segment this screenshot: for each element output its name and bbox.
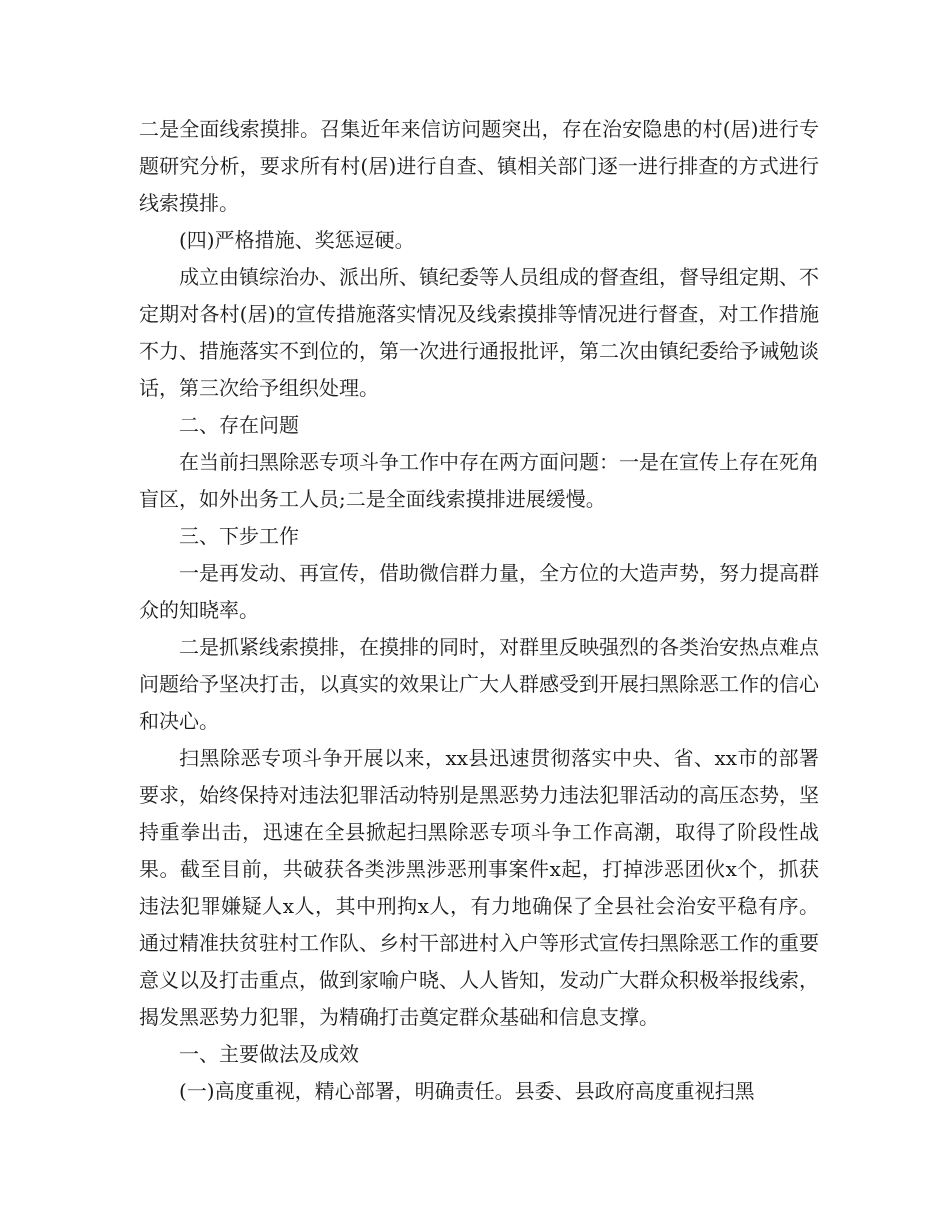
paragraph: 扫黑除恶专项斗争开展以来，xx县迅速贯彻落实中央、省、xx市的部署要求，始终保持对违法犯罪活动特别是黑恶势力违法犯罪活动的高压态势，坚持重拳出击，迅速在全县掀起扫黑除恶专项斗争工作高潮，取得了阶段性战果。截至目前，共破获各类涉黑涉恶刑事案件x起，打掉涉恶团伙x个，抓获违法犯罪嫌疑人x人，其中刑拘x人，有力地确保了全县社会治安平稳有序。通过精准扶贫驻村工作队、乡村干部进村入户等形式宣传扫黑除恶工作的重要意义以及打击重点，做到家喻户晓、人人皆知，发动广大群众积极举报线索，揭发黑恶势力犯罪，为精确打击奠定群众基础和信息支撑。: [139, 746, 819, 1029]
paragraph: 在当前扫黑除恶专项斗争工作中存在两方面问题：一是在宣传上存在死角盲区，如外出务工人员;二是全面线索摸排进展缓慢。: [139, 450, 819, 511]
paragraph: 成立由镇综治办、派出所、镇纪委等人员组成的督查组，督导组定期、不定期对各村(居)的宣传措施落实情况及线索摸排等情况进行督查，对工作措施不力、措施落实不到位的，第一次进行通报批评，第二次由镇纪委给予诫勉谈话，第三次给予组织处理。: [139, 265, 819, 400]
paragraph: 一是再发动、再宣传，借助微信群力量，全方位的大造声势，努力提高群众的知晓率。: [139, 561, 819, 622]
section-heading: 一、主要做法及成效: [179, 1042, 359, 1066]
paragraph: (一)高度重视，精心部署，明确责任。县委、县政府高度重视扫黑: [179, 1079, 755, 1103]
paragraph: 二是全面线索摸排。召集近年来信访问题突出，存在治安隐患的村(居)进行专题研究分析，要求所有村(居)进行自查、镇相关部门逐一进行排查的方式进行线索摸排。: [139, 117, 819, 215]
paragraph: 二是抓紧线索摸排，在摸排的同时，对群里反映强烈的各类治安热点难点问题给予坚决打击，以真实的效果让广大人群感受到开展扫黑除恶工作的信心和决心。: [139, 635, 819, 733]
section-heading: 三、下步工作: [179, 524, 299, 548]
section-heading: 二、存在问题: [179, 413, 299, 437]
document-body: [139, 111, 819, 1110]
section-heading: (四)严格措施、奖惩逗硬。: [179, 228, 415, 252]
